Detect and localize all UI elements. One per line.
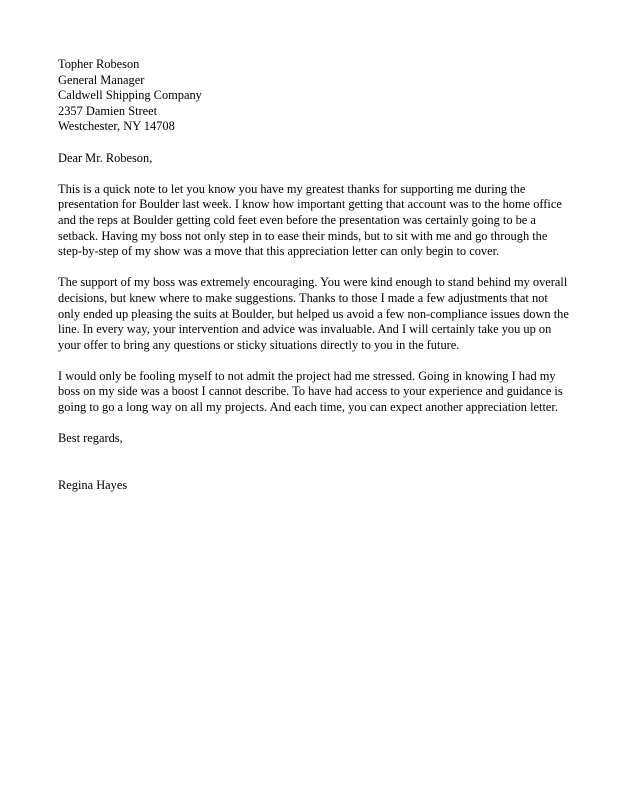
paragraph-line: setback. Having my boss not only step in to ease their minds, but to sit with me and go through the	[58, 228, 548, 243]
paragraph-line: only ended up pleasing the suits at Boulder, but helped us avoid a few non-compliance issues down the	[58, 306, 569, 321]
letter-body	[58, 57, 569, 493]
recipient-title: General Manager	[58, 72, 145, 87]
paragraph-line: presentation for Boulder last week. I know how important getting that account was to the home office	[58, 197, 562, 212]
paragraph-line: boss on my side was a boost I cannot describe. To have had access to your experience and guidance is	[58, 384, 563, 399]
paragraph-2	[58, 275, 569, 353]
paragraph-1	[58, 182, 560, 260]
recipient-city-line: Westchester, NY 14708	[58, 119, 175, 134]
paragraph-line: I would only be fooling myself to not admit the project had me stressed. Going in knowing I had my	[58, 368, 556, 383]
paragraph-3	[58, 368, 563, 416]
paragraph-line: line. In every way, your intervention and advice was invaluable. And I will certainly take you up on	[58, 322, 552, 337]
recipient-company: Caldwell Shipping Company	[58, 88, 202, 103]
signature-name: Regina Hayes	[58, 477, 128, 492]
recipient-address-block	[58, 57, 560, 135]
closing: Best regards,	[58, 431, 123, 446]
recipient-street: 2357 Damien Street	[58, 103, 158, 118]
paragraph-line: This is a quick note to let you know you have my greatest thanks for supporting me during the	[58, 181, 526, 196]
recipient-name: Topher Robeson	[58, 57, 140, 71]
paragraph-line: step-by-step of my show was a move that this appreciation letter can only begin to cover.	[58, 244, 500, 259]
paragraph-line: decisions, but knew where to make suggestions. Thanks to those I made a few adjustments that not	[58, 290, 548, 305]
salutation: Dear Mr. Robeson,	[58, 150, 153, 165]
paragraph-line: your offer to bring any questions or sticky situations directly to you in the future.	[58, 337, 460, 352]
paragraph-line: and the reps at Boulder getting cold feet even before the presentation was certainly going to be a	[58, 212, 536, 227]
paragraph-line: The support of my boss was extremely encouraging. You were kind enough to stand behind my overall	[58, 275, 568, 290]
paragraph-line: going to go a long way on all my projects. And each time, you can expect another appreciation letter.	[58, 400, 558, 415]
